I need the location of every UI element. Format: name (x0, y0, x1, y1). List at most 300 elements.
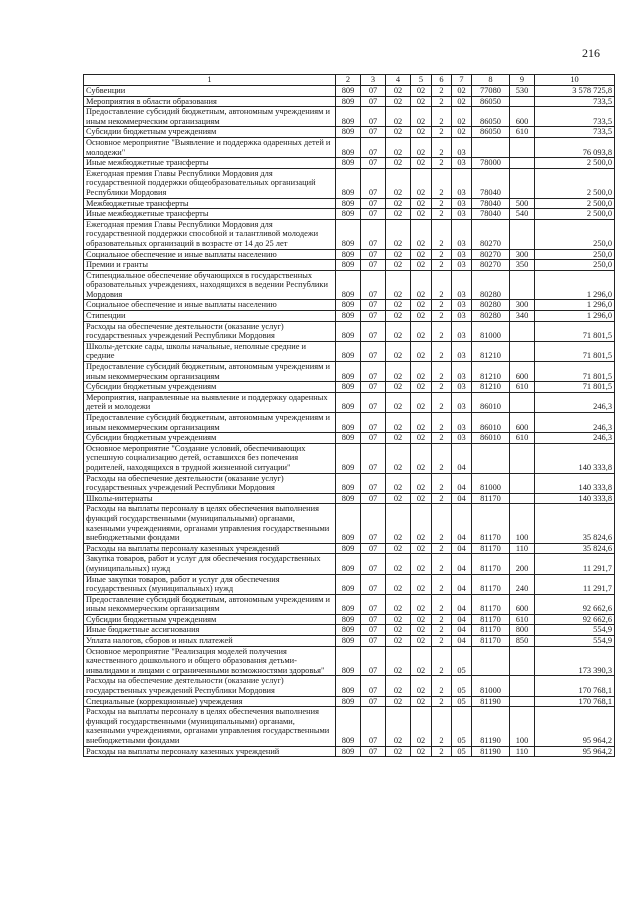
subsection-code-cell: 02 (386, 392, 411, 412)
program-code-cell: 02 (411, 127, 432, 138)
department-code-cell: 809 (336, 433, 361, 444)
department-code-cell: 809 (336, 137, 361, 157)
department-code-cell: 809 (336, 594, 361, 614)
header-cell: 10 (535, 75, 615, 86)
direction-code-cell: 81170 (472, 574, 510, 594)
amount-cell: 140 333,8 (535, 493, 615, 504)
direction-code-cell: 86010 (472, 433, 510, 444)
subprogram-code-cell: 2 (432, 300, 452, 311)
program-code-cell: 02 (411, 625, 432, 636)
department-code-cell: 809 (336, 107, 361, 127)
activity-code-cell: 03 (452, 168, 472, 198)
department-code-cell: 809 (336, 574, 361, 594)
direction-code-cell: 78040 (472, 209, 510, 220)
section-code-cell: 07 (361, 413, 386, 433)
subsection-code-cell: 02 (386, 249, 411, 260)
direction-code-cell: 81210 (472, 341, 510, 361)
program-code-cell: 02 (411, 543, 432, 554)
program-code-cell: 02 (411, 249, 432, 260)
table-row (84, 260, 615, 271)
subprogram-code-cell: 2 (432, 594, 452, 614)
table-row (84, 676, 615, 696)
expense-type-code-cell: 110 (510, 543, 535, 554)
subprogram-code-cell: 2 (432, 392, 452, 412)
expense-type-code-cell: 600 (510, 413, 535, 433)
table-row (84, 341, 615, 361)
section-code-cell: 07 (361, 543, 386, 554)
table-row (84, 209, 615, 220)
subsection-code-cell: 02 (386, 219, 411, 249)
header-cell: 3 (361, 75, 386, 86)
amount-cell: 140 333,8 (535, 473, 615, 493)
section-code-cell: 07 (361, 260, 386, 271)
subprogram-code-cell: 2 (432, 676, 452, 696)
direction-code-cell: 81190 (472, 707, 510, 746)
item-name-cell: Школы-интернаты (84, 493, 336, 504)
program-code-cell: 02 (411, 382, 432, 393)
department-code-cell: 809 (336, 676, 361, 696)
section-code-cell: 07 (361, 96, 386, 107)
table-row (84, 107, 615, 127)
department-code-cell: 809 (336, 260, 361, 271)
department-code-cell: 809 (336, 198, 361, 209)
table-row (84, 473, 615, 493)
expense-type-code-cell: 110 (510, 746, 535, 757)
table-row (84, 86, 615, 97)
amount-cell: 92 662,6 (535, 594, 615, 614)
program-code-cell: 02 (411, 696, 432, 707)
expense-type-code-cell: 610 (510, 433, 535, 444)
program-code-cell: 02 (411, 341, 432, 361)
activity-code-cell: 03 (452, 137, 472, 157)
expense-type-code-cell: 300 (510, 249, 535, 260)
program-code-cell: 02 (411, 473, 432, 493)
section-code-cell: 07 (361, 270, 386, 300)
activity-code-cell: 03 (452, 382, 472, 393)
section-code-cell: 07 (361, 443, 386, 473)
table-row (84, 137, 615, 157)
program-code-cell: 02 (411, 707, 432, 746)
activity-code-cell: 04 (452, 473, 472, 493)
activity-code-cell: 02 (452, 96, 472, 107)
item-name-cell: Премии и гранты (84, 260, 336, 271)
activity-code-cell: 04 (452, 443, 472, 473)
expense-type-code-cell: 800 (510, 625, 535, 636)
section-code-cell: 07 (361, 382, 386, 393)
activity-code-cell: 02 (452, 127, 472, 138)
department-code-cell: 809 (336, 625, 361, 636)
expense-type-code-cell (510, 696, 535, 707)
table-row (84, 249, 615, 260)
department-code-cell: 809 (336, 382, 361, 393)
subsection-code-cell: 02 (386, 362, 411, 382)
amount-cell: 1 296,0 (535, 270, 615, 300)
program-code-cell: 02 (411, 362, 432, 382)
section-code-cell: 07 (361, 554, 386, 574)
subprogram-code-cell: 2 (432, 746, 452, 757)
activity-code-cell: 05 (452, 676, 472, 696)
expense-type-code-cell: 530 (510, 86, 535, 97)
department-code-cell: 809 (336, 504, 361, 543)
activity-code-cell: 05 (452, 746, 472, 757)
table-row (84, 382, 615, 393)
item-name-cell: Социальное обеспечение и иные выплаты населению (84, 249, 336, 260)
item-name-cell: Мероприятия, направленные на выявление и поддержку одаренных детей и молодежи (84, 392, 336, 412)
item-name-cell: Основное мероприятие "Выявление и поддержка одаренных детей и молодежи" (84, 137, 336, 157)
amount-cell: 11 291,7 (535, 554, 615, 574)
program-code-cell: 02 (411, 443, 432, 473)
item-name-cell: Школы-детские сады, школы начальные, неполные средние и средние (84, 341, 336, 361)
department-code-cell: 809 (336, 413, 361, 433)
item-name-cell: Субсидии бюджетным учреждениям (84, 614, 336, 625)
amount-cell: 246,3 (535, 433, 615, 444)
amount-cell: 11 291,7 (535, 574, 615, 594)
subsection-code-cell: 02 (386, 696, 411, 707)
subprogram-code-cell: 2 (432, 86, 452, 97)
expense-type-code-cell (510, 493, 535, 504)
program-code-cell: 02 (411, 168, 432, 198)
section-code-cell: 07 (361, 574, 386, 594)
direction-code-cell: 80270 (472, 260, 510, 271)
subsection-code-cell: 02 (386, 625, 411, 636)
section-code-cell: 07 (361, 504, 386, 543)
expense-type-code-cell: 240 (510, 574, 535, 594)
table-row (84, 594, 615, 614)
activity-code-cell: 05 (452, 646, 472, 676)
subsection-code-cell: 02 (386, 168, 411, 198)
expense-type-code-cell (510, 96, 535, 107)
direction-code-cell (472, 646, 510, 676)
program-code-cell: 02 (411, 646, 432, 676)
direction-code-cell: 86050 (472, 107, 510, 127)
amount-cell: 250,0 (535, 260, 615, 271)
amount-cell: 554,9 (535, 636, 615, 647)
activity-code-cell: 03 (452, 209, 472, 220)
item-name-cell: Мероприятия в области образования (84, 96, 336, 107)
expense-type-code-cell: 300 (510, 300, 535, 311)
table-row (84, 543, 615, 554)
table-row (84, 746, 615, 757)
activity-code-cell: 03 (452, 270, 472, 300)
activity-code-cell: 04 (452, 543, 472, 554)
subsection-code-cell: 02 (386, 676, 411, 696)
table-row (84, 300, 615, 311)
subprogram-code-cell: 2 (432, 249, 452, 260)
amount-cell: 733,5 (535, 107, 615, 127)
amount-cell: 2 500,0 (535, 168, 615, 198)
amount-cell: 170 768,1 (535, 676, 615, 696)
subsection-code-cell: 02 (386, 300, 411, 311)
table-row (84, 574, 615, 594)
item-name-cell: Межбюджетные трансферты (84, 198, 336, 209)
subsection-code-cell: 02 (386, 443, 411, 473)
department-code-cell: 809 (336, 96, 361, 107)
expense-type-code-cell: 600 (510, 594, 535, 614)
direction-code-cell: 81000 (472, 473, 510, 493)
activity-code-cell: 05 (452, 707, 472, 746)
program-code-cell: 02 (411, 158, 432, 169)
subsection-code-cell: 02 (386, 341, 411, 361)
direction-code-cell: 81170 (472, 594, 510, 614)
table-row (84, 321, 615, 341)
program-code-cell: 02 (411, 107, 432, 127)
direction-code-cell (472, 443, 510, 473)
subsection-code-cell: 02 (386, 646, 411, 676)
amount-cell: 35 824,6 (535, 504, 615, 543)
table-row (84, 646, 615, 676)
activity-code-cell: 04 (452, 554, 472, 574)
subprogram-code-cell: 2 (432, 198, 452, 209)
section-code-cell: 07 (361, 493, 386, 504)
section-code-cell: 07 (361, 158, 386, 169)
subsection-code-cell: 02 (386, 543, 411, 554)
header-row (84, 75, 615, 86)
subprogram-code-cell: 2 (432, 209, 452, 220)
subprogram-code-cell: 2 (432, 636, 452, 647)
subprogram-code-cell: 2 (432, 321, 452, 341)
amount-cell: 246,3 (535, 413, 615, 433)
activity-code-cell: 04 (452, 614, 472, 625)
direction-code-cell: 81190 (472, 746, 510, 757)
item-name-cell: Социальное обеспечение и иные выплаты населению (84, 300, 336, 311)
activity-code-cell: 03 (452, 219, 472, 249)
section-code-cell: 07 (361, 473, 386, 493)
section-code-cell: 07 (361, 676, 386, 696)
section-code-cell: 07 (361, 321, 386, 341)
program-code-cell: 02 (411, 96, 432, 107)
program-code-cell: 02 (411, 260, 432, 271)
subprogram-code-cell: 2 (432, 554, 452, 574)
section-code-cell: 07 (361, 746, 386, 757)
amount-cell: 2 500,0 (535, 198, 615, 209)
department-code-cell: 809 (336, 270, 361, 300)
subsection-code-cell: 02 (386, 96, 411, 107)
program-code-cell: 02 (411, 676, 432, 696)
table-row (84, 158, 615, 169)
subsection-code-cell: 02 (386, 574, 411, 594)
amount-cell: 71 801,5 (535, 341, 615, 361)
department-code-cell: 809 (336, 168, 361, 198)
amount-cell: 554,9 (535, 625, 615, 636)
subsection-code-cell: 02 (386, 137, 411, 157)
subsection-code-cell: 02 (386, 493, 411, 504)
item-name-cell: Основное мероприятие "Реализация моделей получения качественного дошкольного и общего образования детьми-инвалидами и лицами с ограниченными возможностями здоровья" (84, 646, 336, 676)
direction-code-cell: 80280 (472, 270, 510, 300)
program-code-cell: 02 (411, 270, 432, 300)
activity-code-cell: 03 (452, 158, 472, 169)
expense-type-code-cell (510, 137, 535, 157)
subsection-code-cell: 02 (386, 107, 411, 127)
amount-cell: 733,5 (535, 127, 615, 138)
expense-type-code-cell: 540 (510, 209, 535, 220)
subprogram-code-cell: 2 (432, 107, 452, 127)
expense-type-code-cell (510, 443, 535, 473)
subprogram-code-cell: 2 (432, 127, 452, 138)
program-code-cell: 02 (411, 137, 432, 157)
section-code-cell: 07 (361, 636, 386, 647)
amount-cell: 173 390,3 (535, 646, 615, 676)
header-cell: 4 (386, 75, 411, 86)
program-code-cell: 02 (411, 493, 432, 504)
activity-code-cell: 02 (452, 107, 472, 127)
item-name-cell: Ежегодная премия Главы Республики Мордовия для государственной поддержки способной и талантливой молодежи образовательных организаций в возрасте от 14 до 25 лет (84, 219, 336, 249)
item-name-cell: Расходы на обеспечение деятельности (оказание услуг) государственных учреждений Республики Мордовия (84, 321, 336, 341)
program-code-cell: 02 (411, 209, 432, 220)
expense-type-code-cell (510, 321, 535, 341)
amount-cell: 140 333,8 (535, 443, 615, 473)
item-name-cell: Расходы на обеспечение деятельности (оказание услуг) государственных учреждений Республики Мордовия (84, 473, 336, 493)
section-code-cell: 07 (361, 707, 386, 746)
item-name-cell: Расходы на обеспечение деятельности (оказание услуг) государственных учреждений Республики Мордовия (84, 676, 336, 696)
section-code-cell: 07 (361, 696, 386, 707)
table-row (84, 270, 615, 300)
subprogram-code-cell: 2 (432, 270, 452, 300)
expense-type-code-cell (510, 392, 535, 412)
expense-type-code-cell: 200 (510, 554, 535, 574)
section-code-cell: 07 (361, 311, 386, 322)
expense-type-code-cell: 610 (510, 127, 535, 138)
direction-code-cell: 80270 (472, 219, 510, 249)
expense-type-code-cell: 350 (510, 260, 535, 271)
direction-code-cell: 81170 (472, 554, 510, 574)
direction-code-cell: 81170 (472, 493, 510, 504)
direction-code-cell: 78040 (472, 198, 510, 209)
item-name-cell: Расходы на выплаты персоналу казенных учреждений (84, 746, 336, 757)
table-row (84, 707, 615, 746)
direction-code-cell: 81000 (472, 676, 510, 696)
header-cell: 6 (432, 75, 452, 86)
item-name-cell: Субсидии бюджетным учреждениям (84, 127, 336, 138)
direction-code-cell: 77080 (472, 86, 510, 97)
expense-type-code-cell (510, 158, 535, 169)
department-code-cell: 809 (336, 209, 361, 220)
amount-cell: 1 296,0 (535, 311, 615, 322)
activity-code-cell: 03 (452, 341, 472, 361)
expense-type-code-cell: 610 (510, 382, 535, 393)
subprogram-code-cell: 2 (432, 574, 452, 594)
subprogram-code-cell: 2 (432, 96, 452, 107)
direction-code-cell: 81170 (472, 636, 510, 647)
table-row (84, 392, 615, 412)
expense-type-code-cell: 100 (510, 504, 535, 543)
activity-code-cell: 03 (452, 300, 472, 311)
subsection-code-cell: 02 (386, 614, 411, 625)
program-code-cell: 02 (411, 554, 432, 574)
section-code-cell: 07 (361, 137, 386, 157)
item-name-cell: Расходы на выплаты персоналу в целях обеспечения выполнения функций государственными (муниципальными) органами, казенными учреждениями, органами управления государственными внебюджетными фондами (84, 707, 336, 746)
table-row (84, 198, 615, 209)
direction-code-cell: 80280 (472, 300, 510, 311)
subprogram-code-cell: 2 (432, 543, 452, 554)
activity-code-cell: 04 (452, 574, 472, 594)
program-code-cell: 02 (411, 198, 432, 209)
subsection-code-cell: 02 (386, 504, 411, 543)
item-name-cell: Расходы на выплаты персоналу казенных учреждений (84, 543, 336, 554)
subsection-code-cell: 02 (386, 209, 411, 220)
program-code-cell: 02 (411, 219, 432, 249)
program-code-cell: 02 (411, 311, 432, 322)
activity-code-cell: 03 (452, 249, 472, 260)
department-code-cell: 809 (336, 127, 361, 138)
item-name-cell: Иные закупки товаров, работ и услуг для обеспечения государственных (муниципальных) нужд (84, 574, 336, 594)
subsection-code-cell: 02 (386, 198, 411, 209)
section-code-cell: 07 (361, 209, 386, 220)
direction-code-cell: 81170 (472, 614, 510, 625)
department-code-cell: 809 (336, 362, 361, 382)
item-name-cell: Иные бюджетные ассигнования (84, 625, 336, 636)
program-code-cell: 02 (411, 574, 432, 594)
item-name-cell: Субсидии бюджетным учреждениям (84, 433, 336, 444)
expense-type-code-cell (510, 676, 535, 696)
amount-cell: 71 801,5 (535, 362, 615, 382)
table-row (84, 636, 615, 647)
table-row (84, 362, 615, 382)
item-name-cell: Предоставление субсидий бюджетным, автономным учреждениям и иным некоммерческим организациям (84, 362, 336, 382)
amount-cell: 76 093,8 (535, 137, 615, 157)
subprogram-code-cell: 2 (432, 382, 452, 393)
item-name-cell: Предоставление субсидий бюджетным, автономным учреждениям и иным некоммерческим организациям (84, 413, 336, 433)
table-row (84, 614, 615, 625)
activity-code-cell: 04 (452, 636, 472, 647)
table-row (84, 443, 615, 473)
amount-cell: 95 964,2 (535, 746, 615, 757)
activity-code-cell: 03 (452, 321, 472, 341)
section-code-cell: 07 (361, 107, 386, 127)
department-code-cell: 809 (336, 86, 361, 97)
expense-type-code-cell: 600 (510, 107, 535, 127)
expense-type-code-cell: 610 (510, 614, 535, 625)
department-code-cell: 809 (336, 646, 361, 676)
subsection-code-cell: 02 (386, 86, 411, 97)
program-code-cell: 02 (411, 413, 432, 433)
department-code-cell: 809 (336, 707, 361, 746)
subprogram-code-cell: 2 (432, 504, 452, 543)
expense-type-code-cell: 340 (510, 311, 535, 322)
table-row (84, 413, 615, 433)
amount-cell: 95 964,2 (535, 707, 615, 746)
expense-type-code-cell: 100 (510, 707, 535, 746)
activity-code-cell: 03 (452, 392, 472, 412)
item-name-cell: Уплата налогов, сборов и иных платежей (84, 636, 336, 647)
subprogram-code-cell: 2 (432, 158, 452, 169)
department-code-cell: 809 (336, 493, 361, 504)
department-code-cell: 809 (336, 636, 361, 647)
activity-code-cell: 03 (452, 362, 472, 382)
subprogram-code-cell: 2 (432, 696, 452, 707)
section-code-cell: 07 (361, 219, 386, 249)
activity-code-cell: 05 (452, 696, 472, 707)
subsection-code-cell: 02 (386, 260, 411, 271)
subprogram-code-cell: 2 (432, 433, 452, 444)
amount-cell: 2 500,0 (535, 158, 615, 169)
section-code-cell: 07 (361, 127, 386, 138)
table-row (84, 219, 615, 249)
item-name-cell: Стипендии (84, 311, 336, 322)
amount-cell: 246,3 (535, 392, 615, 412)
subsection-code-cell: 02 (386, 707, 411, 746)
program-code-cell: 02 (411, 636, 432, 647)
header-cell: 9 (510, 75, 535, 86)
expense-type-code-cell: 850 (510, 636, 535, 647)
table-row (84, 311, 615, 322)
item-name-cell: Субвенции (84, 86, 336, 97)
department-code-cell: 809 (336, 543, 361, 554)
activity-code-cell: 03 (452, 311, 472, 322)
section-code-cell: 07 (361, 341, 386, 361)
department-code-cell: 809 (336, 554, 361, 574)
direction-code-cell (472, 137, 510, 157)
direction-code-cell: 81210 (472, 382, 510, 393)
